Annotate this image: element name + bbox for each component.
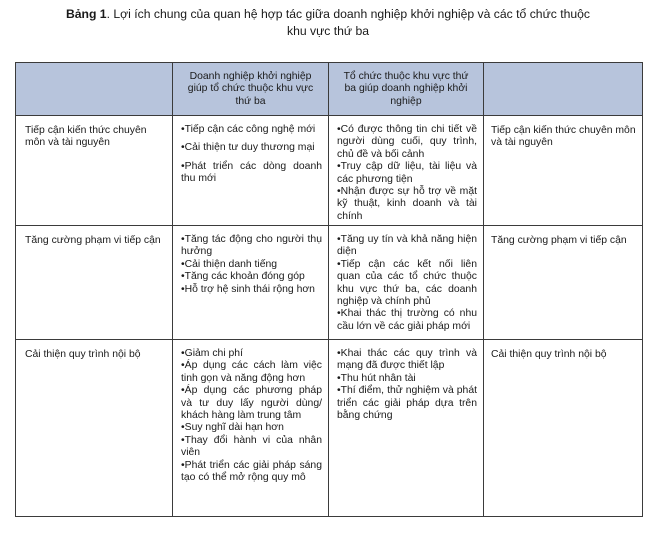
list-item: •Nhận được sự hỗ trợ về mặt kỹ thuật, kinh doanh và tài chính (337, 186, 477, 222)
list-item: •Suy nghĩ dài hạn hơn (181, 422, 284, 434)
startup-benefits-cell (173, 226, 329, 340)
table-caption (0, 6, 656, 40)
category-repeat-cell (484, 226, 643, 340)
caption-line-1 (0, 6, 656, 23)
list-item: •Tăng tác động cho người thụ hưởng (181, 234, 322, 258)
category-label: Cải thiện quy trình nội bộ (25, 349, 141, 360)
category-cell (16, 116, 173, 226)
list-item: •Tăng các khoản đóng góp (181, 271, 305, 283)
list-item: •Thu hút nhân tài (337, 372, 416, 384)
list-item: •Giảm chi phí (181, 348, 243, 359)
third-sector-benefits-cell (329, 116, 484, 226)
table-row (16, 226, 643, 340)
startup-benefits-cell (173, 340, 329, 517)
header-cell-startup (173, 63, 329, 116)
list-item: •Thí điểm, thử nghiệm và phát triển các giải pháp dựa trên bằng chứng (337, 385, 477, 422)
table-header-row (16, 63, 643, 116)
category-repeat-label: Tăng cường phạm vi tiếp cận (491, 235, 627, 246)
caption-label: Bảng 1 (65, 7, 107, 21)
category-cell (16, 226, 173, 340)
list-item: •Thay đổi hành vi của nhân viên (181, 434, 322, 459)
table-row (16, 116, 643, 226)
header-startup-label: Doanh nghiệp khởi nghiệp giúp tổ chức thuộc khu vực thứ ba (187, 71, 314, 107)
category-cell (16, 340, 173, 517)
list-item: •Cải thiện tư duy thương mại (181, 142, 315, 154)
third-sector-benefits-cell (329, 340, 484, 517)
table-row (16, 340, 643, 517)
category-repeat-cell (484, 116, 643, 226)
list-item: •Có được thông tin chi tiết về người dùng cuối, quy trình, chủ đề và bối cảnh (337, 124, 477, 160)
list-item: •Truy cập dữ liệu, tài liệu và các phương tiện (337, 161, 477, 185)
category-label: Tiếp cận kiến thức chuyên môn và tài nguyên (25, 125, 147, 149)
category-repeat-cell (484, 340, 643, 517)
list-item: •Hỗ trợ hệ sinh thái rộng hơn (181, 283, 315, 295)
list-item: •Phát triển các giải pháp sáng tạo có thể mở rộng quy mô (181, 459, 322, 484)
caption-line-2: khu vực thứ ba (286, 24, 370, 38)
list-item: •Áp dụng các cách làm việc tinh gọn và năng động hơn (181, 360, 322, 384)
list-item: •Tiếp cận các kết nối liên quan của các tổ chức thuộc khu vực thứ ba, các doanh nghiệp và chính phủ (337, 258, 477, 308)
list-item: •Cải thiện danh tiếng (181, 258, 278, 270)
list-item: •Khai thác các quy trình và mạng đã được thiết lập (337, 348, 477, 372)
third-sector-benefits-cell (329, 226, 484, 340)
header-cell-empty-left (16, 63, 173, 116)
header-cell-empty-right (484, 63, 643, 116)
category-repeat-label: Tiếp cận kiến thức chuyên môn và tài nguyên (491, 125, 636, 149)
list-item: •Khai thác thị trường có nhu cầu lớn về các giải pháp mới (337, 308, 477, 332)
category-label: Tăng cường phạm vi tiếp cận (25, 235, 161, 246)
list-item: •Áp dụng các phương pháp và tư duy lấy người dùng/ khách hàng làm trung tâm (181, 385, 322, 422)
header-cell-third-sector (329, 63, 484, 116)
category-repeat-label: Cải thiện quy trình nội bộ (491, 349, 607, 360)
list-item: •Phát triển các dòng doanh thu mới (181, 160, 322, 185)
list-item: •Tăng uy tín và khả năng hiện diện (337, 234, 477, 258)
header-third-sector-label: Tổ chức thuộc khu vực thứ ba giúp doanh nghiệp khởi nghiệp (343, 71, 469, 107)
startup-benefits-cell (173, 116, 329, 226)
caption-title: . Lợi ích chung của quan hệ hợp tác giữa doanh nghiệp khởi nghiệp và các tổ chức thuộc (106, 7, 591, 21)
list-item: •Tiếp cận các công nghệ mới (181, 124, 316, 135)
benefits-table (15, 62, 643, 517)
